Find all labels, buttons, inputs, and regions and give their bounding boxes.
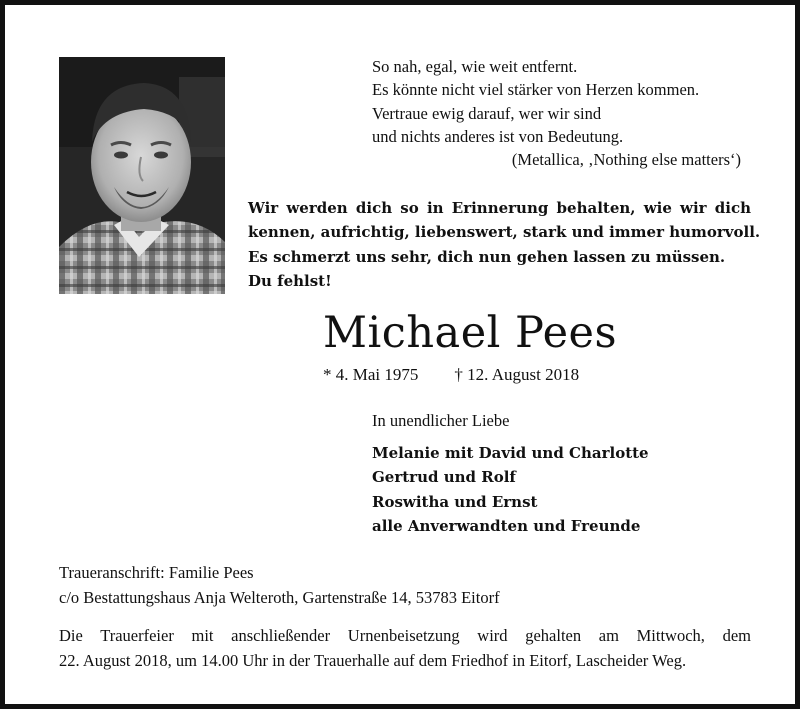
message-line: kennen, aufrichtig, liebenswert, stark und immer humorvoll. — [248, 223, 761, 242]
mourner-name: Melanie mit David und Charlotte — [372, 444, 649, 462]
service-line: 22. August 2018, um 14.00 Uhr in der Trauerhalle auf dem Friedhof in Eitorf, Lascheider Weg. — [59, 650, 687, 670]
address-line: Traueranschrift: Familie Pees — [59, 563, 254, 582]
service-line: Die Trauerfeier mit anschließender Urnenbeisetzung wird gehalten am Mittwoch, dem — [59, 626, 751, 645]
birth-date: * 4. Mai 1975 — [323, 365, 419, 384]
mourners-list — [372, 441, 649, 538]
poem-line: Vertraue ewig darauf, wer wir sind — [372, 103, 602, 123]
mourner-name: alle Anverwandten und Freunde — [372, 516, 641, 535]
mourner-name: Gertrud und Rolf — [372, 468, 516, 487]
message-line: Wir werden dich so in Erinnerung behalten, wie wir dich — [248, 199, 751, 217]
message-line: Du fehlst! — [248, 272, 332, 291]
mourner-name: Roswitha und Ernst — [372, 492, 538, 511]
funeral-service-info — [59, 624, 751, 673]
mourners-intro: In unendlicher Liebe — [372, 411, 510, 430]
portrait-illustration — [59, 57, 225, 294]
portrait-photo — [59, 57, 225, 294]
poem-line: So nah, egal, wie weit entfernt. — [372, 57, 578, 76]
message-line: Es schmerzt uns sehr, dich nun gehen lassen zu müssen. — [248, 247, 726, 266]
deceased-name: Michael Pees — [323, 308, 618, 358]
life-dates — [323, 365, 579, 385]
death-date: † 12. August 2018 — [454, 365, 580, 384]
mourning-address — [59, 561, 500, 610]
poem-line: und nichts anderes ist von Bedeutung. — [372, 127, 624, 147]
address-line: c/o Bestattungshaus Anja Welteroth, Gartenstraße 14, 53783 Eitorf — [59, 587, 500, 607]
poem-quote — [372, 55, 699, 149]
memorial-message — [248, 196, 761, 294]
poem-credit: (Metallica, ‚Nothing else matters‘) — [511, 150, 741, 169]
poem-line: Es könnte nicht viel stärker von Herzen kommen. — [372, 80, 700, 100]
